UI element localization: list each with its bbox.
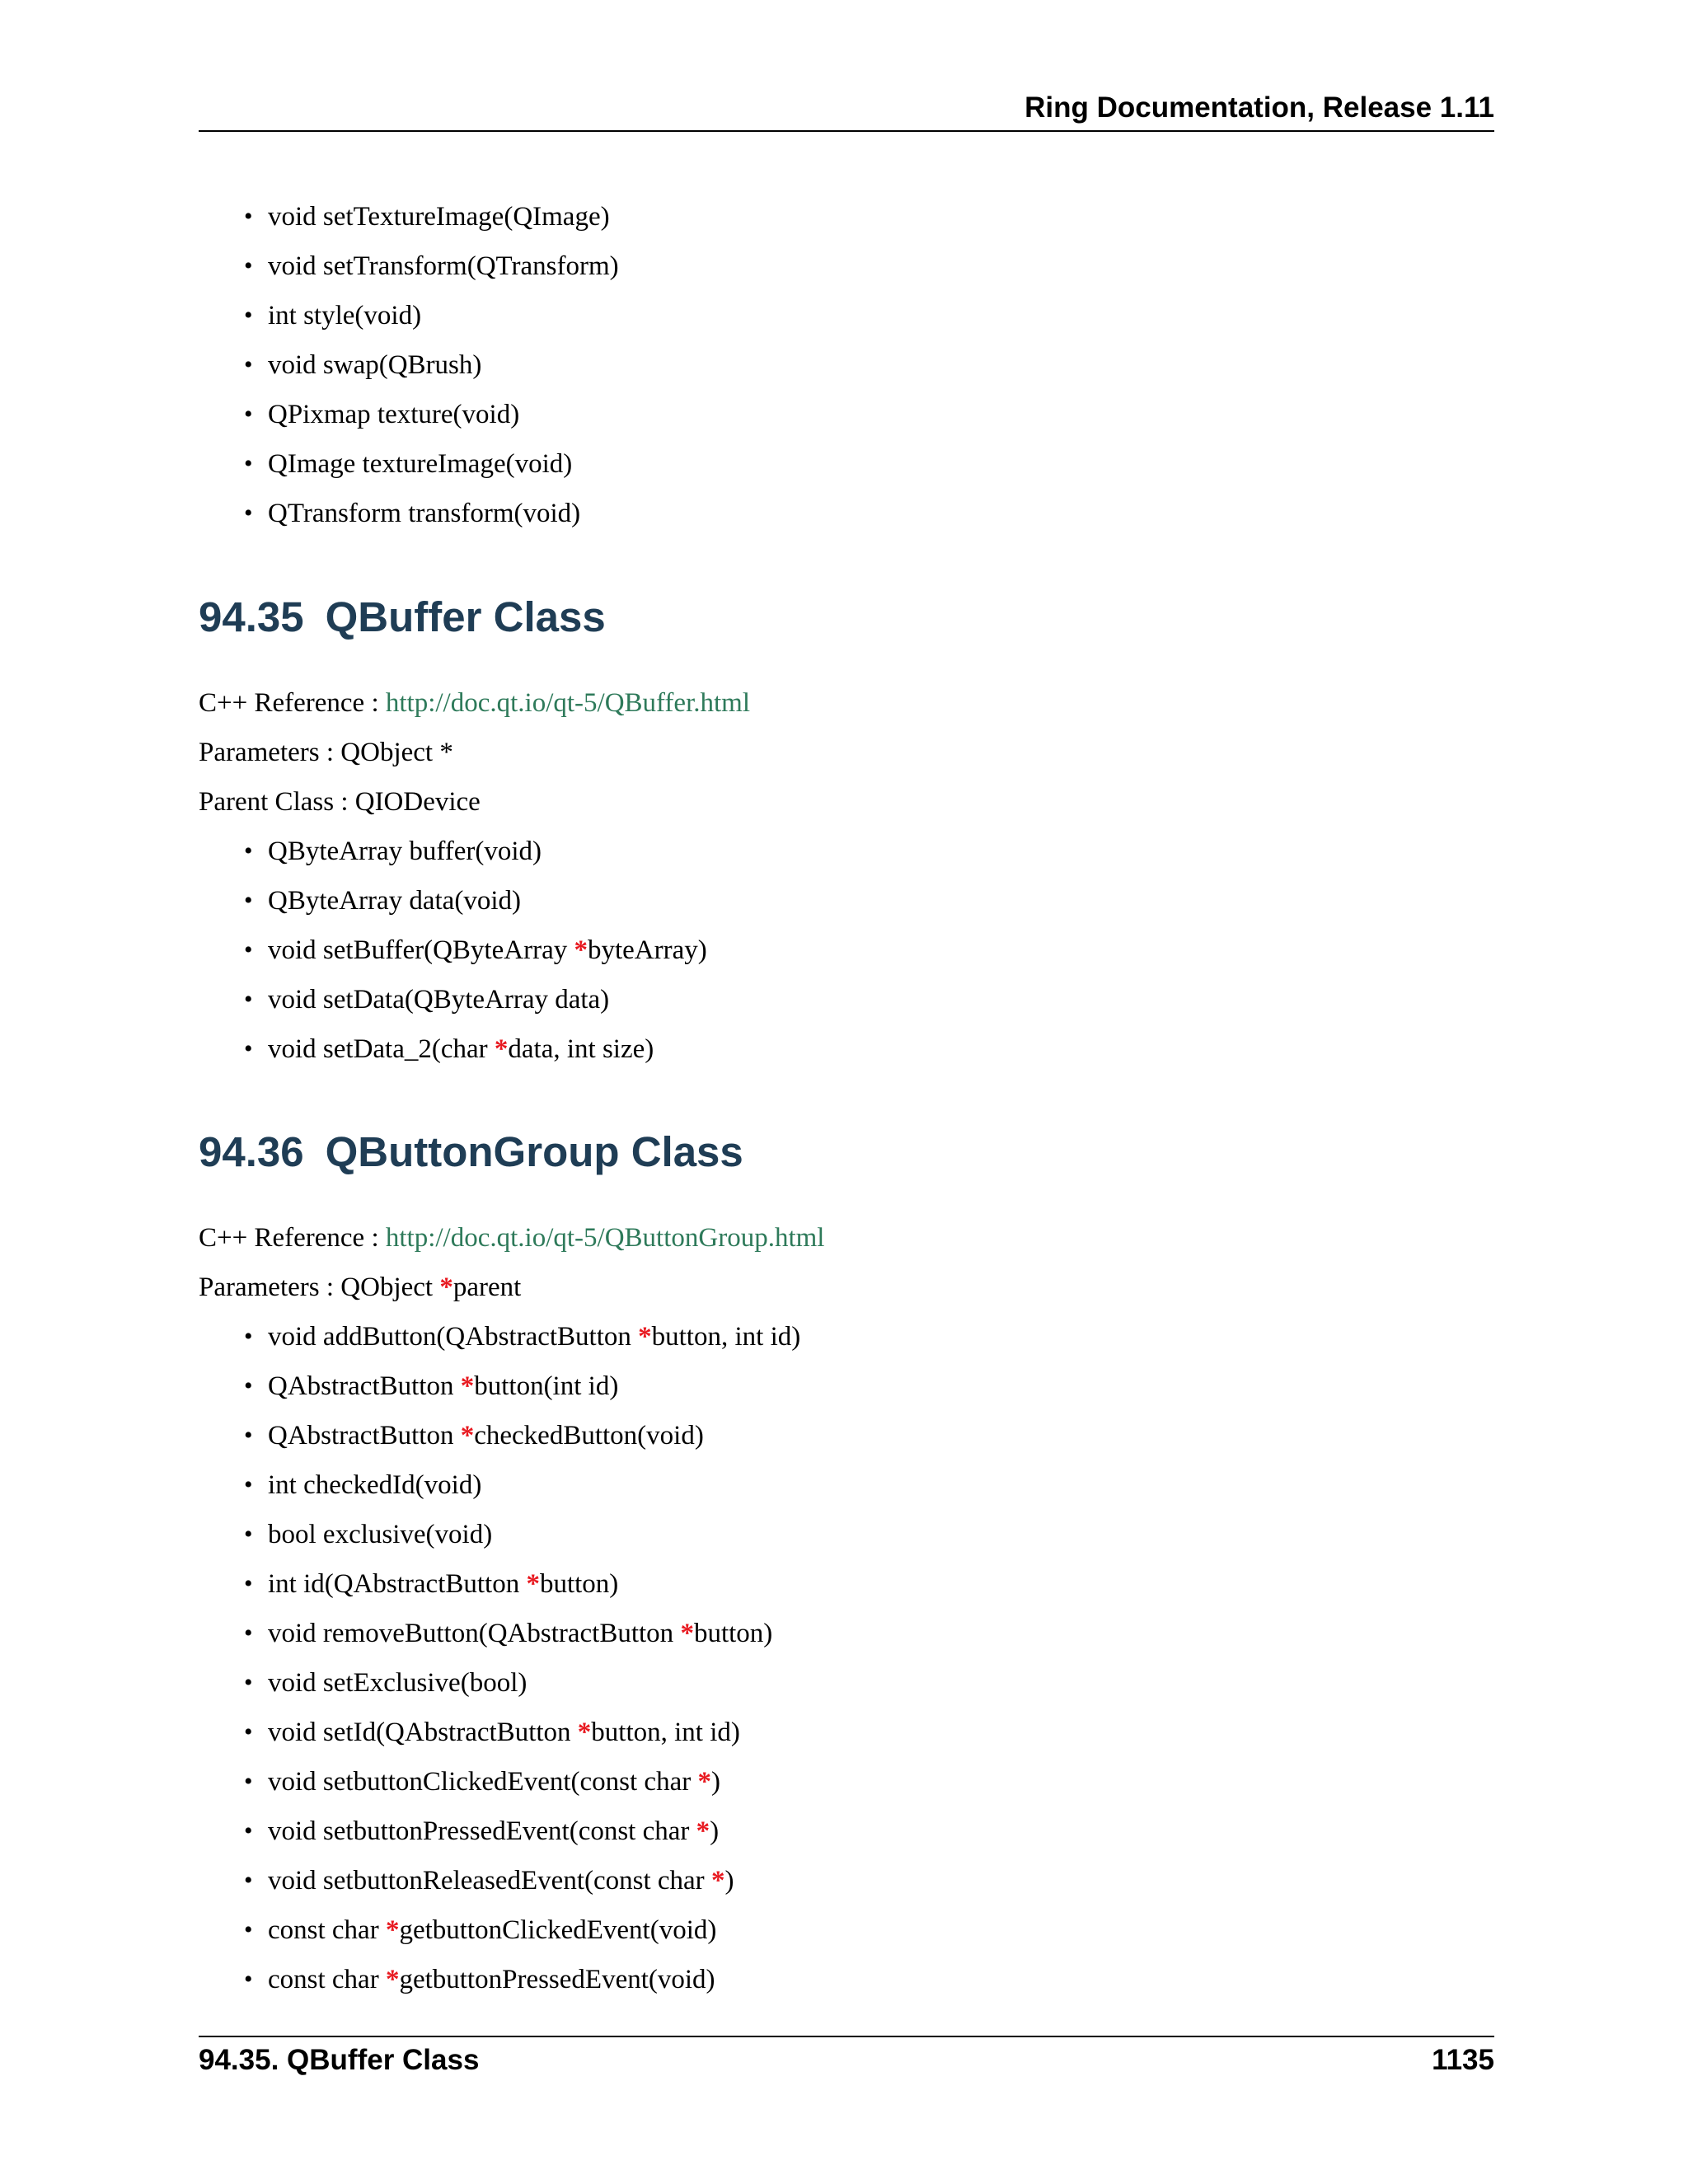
bullet-icon: •	[244, 1471, 253, 1498]
section-number: 94.35	[199, 593, 304, 640]
method-signature: void setTransform(QTransform)	[268, 251, 619, 281]
method-signature: void removeButton(QAbstractButton	[268, 1619, 681, 1648]
section-heading-qbuffer	[199, 593, 606, 642]
method-signature-rest: getbuttonClickedEvent(void)	[399, 1915, 717, 1945]
method-item	[244, 1559, 800, 1609]
bullet-icon: •	[244, 1867, 253, 1894]
method-signature-rest: button)	[539, 1569, 619, 1599]
method-item	[244, 827, 707, 876]
method-signature-rest: getbuttonPressedEvent(void)	[399, 1965, 715, 1994]
method-signature: void setTextureImage(QImage)	[268, 202, 610, 232]
method-signature-rest: button)	[693, 1619, 773, 1648]
bullet-icon: •	[244, 1422, 253, 1449]
pointer-star: *	[526, 1569, 540, 1599]
bullet-icon: •	[244, 1570, 253, 1597]
method-signature-rest: button(int id)	[474, 1371, 619, 1401]
parameters-value-name: parent	[452, 1272, 522, 1302]
method-signature: int id(QAbstractButton	[268, 1569, 527, 1599]
method-item	[244, 1024, 707, 1074]
bullet-icon: •	[244, 351, 253, 378]
method-signature-rest: checkedButton(void)	[474, 1421, 704, 1451]
method-signature-rest: button, int id)	[591, 1718, 740, 1747]
method-item	[244, 1361, 800, 1411]
method-signature: int style(void)	[268, 301, 422, 330]
bullet-icon: •	[244, 1966, 253, 1993]
bullet-icon: •	[244, 1372, 253, 1399]
method-signature: void setbuttonReleasedEvent(const char	[268, 1866, 711, 1896]
method-item	[244, 926, 707, 975]
pointer-star: *	[460, 1371, 475, 1401]
section-title-text: QButtonGroup Class	[325, 1128, 743, 1175]
method-signature: QByteArray data(void)	[268, 886, 521, 916]
method-item	[244, 1658, 800, 1708]
footer-section: 94.35. QBuffer Class	[199, 2044, 480, 2076]
bullet-icon: •	[244, 252, 253, 279]
qbuffer-reference	[199, 678, 750, 728]
method-item	[244, 291, 619, 340]
method-signature: QTransform transform(void)	[268, 499, 581, 528]
method-signature: void setData(QByteArray data)	[268, 985, 610, 1015]
bullet-icon: •	[244, 1669, 253, 1696]
method-item	[244, 1411, 800, 1460]
method-item	[244, 975, 707, 1024]
method-signature: const char	[268, 1965, 386, 1994]
method-item	[244, 1460, 800, 1510]
method-item	[244, 1955, 800, 2004]
method-item	[244, 489, 619, 538]
pointer-star: *	[638, 1322, 652, 1352]
bullet-icon: •	[244, 986, 253, 1013]
method-signature-rest: )	[724, 1866, 734, 1896]
parameters-value: QObject	[340, 1272, 440, 1302]
method-item	[244, 439, 619, 489]
method-item	[244, 340, 619, 390]
qbuttongroup-reference	[199, 1213, 824, 1263]
method-signature: int checkedId(void)	[268, 1470, 482, 1500]
method-signature: void setId(QAbstractButton	[268, 1718, 578, 1747]
bullet-icon: •	[244, 203, 253, 230]
qbuttongroup-method-list	[244, 1312, 800, 2004]
qbrush-method-list	[244, 192, 619, 538]
page-footer	[199, 2036, 1494, 2087]
bullet-icon: •	[244, 1768, 253, 1795]
bullet-icon: •	[244, 887, 253, 914]
pointer-star: *	[439, 1272, 453, 1302]
method-signature-rest: )	[710, 1767, 720, 1797]
method-item	[244, 1312, 800, 1361]
qbuttongroup-reference-link[interactable]: http://doc.qt.io/qt-5/QButtonGroup.html	[385, 1223, 825, 1253]
method-item	[244, 876, 707, 926]
method-signature-rest: button, int id)	[651, 1322, 801, 1352]
page-number: 1135	[1432, 2044, 1494, 2076]
pointer-star: *	[460, 1421, 475, 1451]
bullet-icon: •	[244, 401, 253, 428]
parent-class-label: Parent Class :	[199, 787, 355, 817]
section-heading-qbuttongroup	[199, 1127, 743, 1177]
method-signature: void setbuttonClickedEvent(const char	[268, 1767, 698, 1797]
bullet-icon: •	[244, 1521, 253, 1548]
qbuffer-parameters	[199, 728, 453, 777]
method-signature: QAbstractButton	[268, 1371, 461, 1401]
pointer-star: *	[710, 1866, 725, 1896]
pointer-star: *	[494, 1034, 509, 1064]
bullet-icon: •	[244, 837, 253, 865]
pointer-star: *	[680, 1619, 694, 1648]
parent-class-value: QIODevice	[354, 787, 481, 817]
method-signature-rest: data, int size)	[508, 1034, 654, 1064]
method-item	[244, 1510, 800, 1559]
bullet-icon: •	[244, 1323, 253, 1350]
method-item	[244, 192, 619, 241]
method-signature: void addButton(QAbstractButton	[268, 1322, 639, 1352]
page-header	[199, 92, 1494, 132]
pointer-star: *	[577, 1718, 592, 1747]
parameters-label: Parameters :	[199, 1272, 341, 1302]
section-title-text: QBuffer Class	[325, 593, 606, 640]
pointer-star: *	[385, 1915, 400, 1945]
bullet-icon: •	[244, 1916, 253, 1943]
bullet-icon: •	[244, 499, 253, 527]
method-item	[244, 1807, 800, 1856]
method-item	[244, 1708, 800, 1757]
method-signature: QByteArray buffer(void)	[268, 837, 542, 866]
method-signature: QImage textureImage(void)	[268, 449, 573, 479]
method-item	[244, 241, 619, 291]
method-item	[244, 1856, 800, 1905]
bullet-icon: •	[244, 1718, 253, 1746]
reference-label: C++ Reference :	[199, 1223, 386, 1253]
qbuffer-method-list	[244, 827, 707, 1074]
bullet-icon: •	[244, 1035, 253, 1062]
reference-label: C++ Reference :	[199, 688, 386, 718]
method-signature-rest: byteArray)	[587, 935, 707, 965]
bullet-icon: •	[244, 1619, 253, 1647]
method-item	[244, 390, 619, 439]
method-signature: const char	[268, 1915, 386, 1945]
bullet-icon: •	[244, 1817, 253, 1844]
method-signature: void setbuttonPressedEvent(const char	[268, 1816, 696, 1846]
qbuffer-parent-class	[199, 777, 481, 827]
bullet-icon: •	[244, 450, 253, 477]
method-signature: void setBuffer(QByteArray	[268, 935, 574, 965]
parameters-value: QObject *	[340, 738, 453, 767]
pointer-star: *	[697, 1767, 711, 1797]
method-signature: void swap(QBrush)	[268, 350, 482, 380]
method-signature: QAbstractButton	[268, 1421, 461, 1451]
bullet-icon: •	[244, 936, 253, 963]
qbuttongroup-parameters	[199, 1263, 521, 1312]
document-title: Ring Documentation, Release 1.11	[1025, 91, 1494, 124]
pointer-star: *	[574, 935, 588, 965]
method-item	[244, 1609, 800, 1658]
method-signature: void setExclusive(bool)	[268, 1668, 528, 1698]
method-signature-rest: )	[710, 1816, 720, 1846]
bullet-icon: •	[244, 302, 253, 329]
method-item	[244, 1905, 800, 1955]
method-signature: bool exclusive(void)	[268, 1520, 493, 1549]
pointer-star: *	[696, 1816, 710, 1846]
section-number: 94.36	[199, 1128, 304, 1175]
method-signature: QPixmap texture(void)	[268, 400, 520, 429]
pointer-star: *	[385, 1965, 400, 1994]
method-signature: void setData_2(char	[268, 1034, 495, 1064]
parameters-label: Parameters :	[199, 738, 341, 767]
qbuffer-reference-link[interactable]: http://doc.qt.io/qt-5/QBuffer.html	[385, 688, 750, 718]
method-item	[244, 1757, 800, 1807]
